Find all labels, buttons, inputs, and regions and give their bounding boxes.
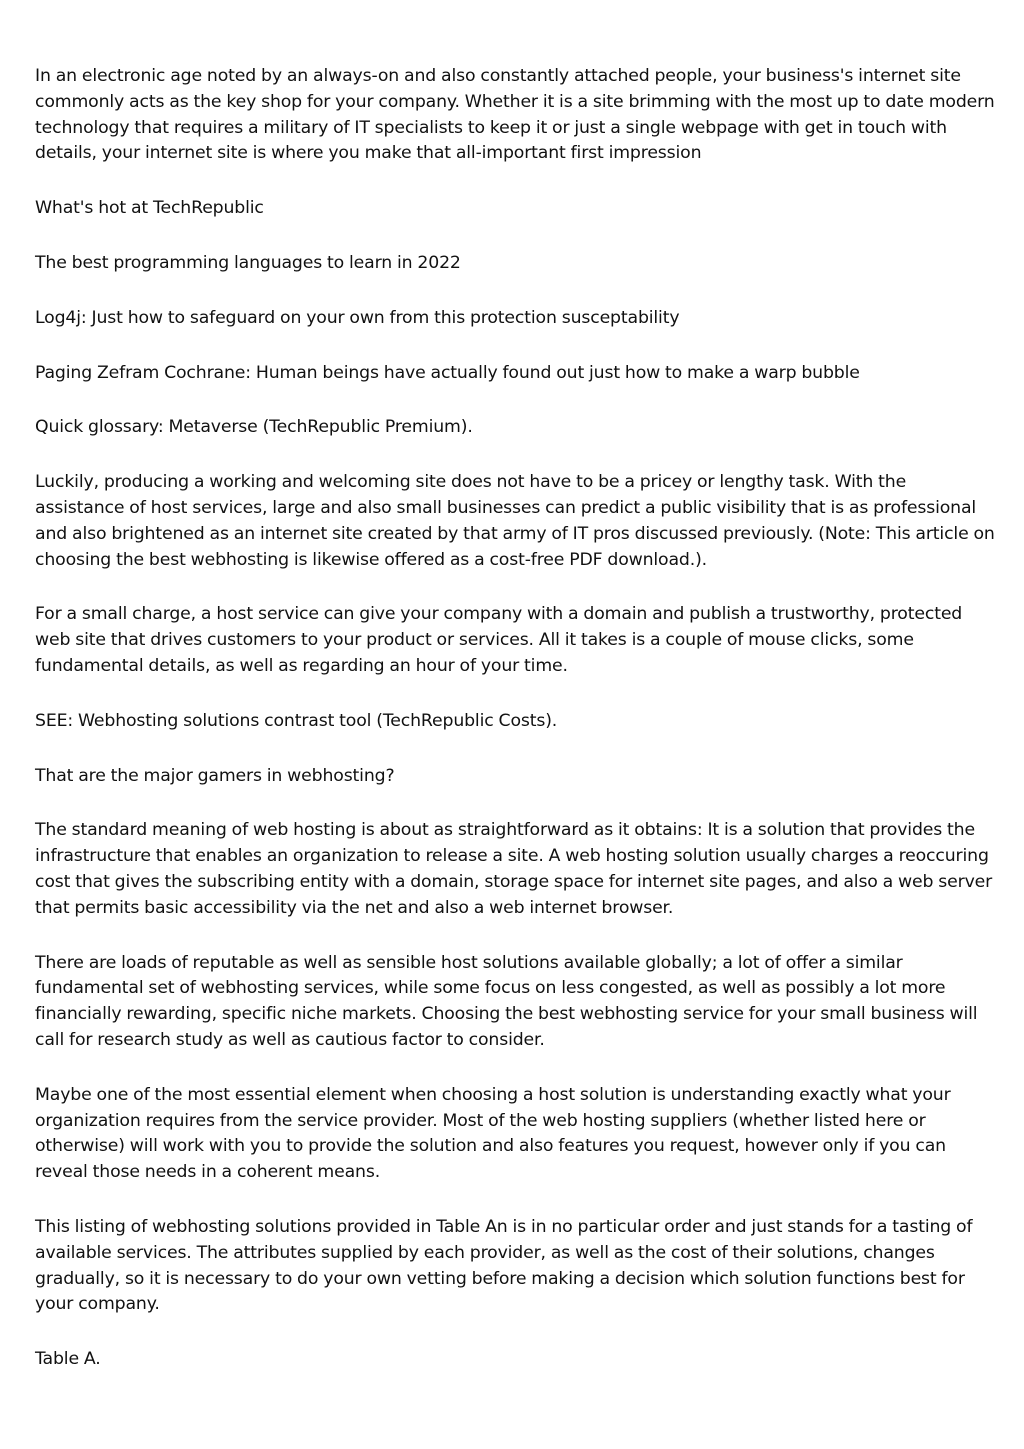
paragraph-reputable-hosts: There are loads of reputable as well as sensible host solutions available globally; a lot of offer a similar fundamental set of webhosting services, while some focus on less congested, as well as possibly a lot more financially rewarding, specific niche markets. Choosing the best webhosting service for your small business will call for research study as well as cautious factor to consider.	[35, 952, 978, 1050]
intro-paragraph: In an electronic age noted by an always-on and also constantly attached people, your business's internet site commonly acts as the key shop for your company. Whether it is a site brimming with the most up to date modern technology that requires a military of IT specialists to keep it or just a single webpage with get in touch with details, your internet site is where you make that all-important first impression	[35, 66, 995, 164]
hot-item-log4j: Log4j: Just how to safeguard on your own from this protection susceptability	[35, 307, 680, 328]
paragraph-definition: The standard meaning of web hosting is about as straightforward as it obtains: It is a solution that provides the infrastructure that enables an organization to release a site. A web hosting solution usually charges a reoccuring cost that gives the subscribing entity with a domain, storage space for internet site pages, and also a web server that permits basic accessibility via the net and also a web internet browser.	[35, 820, 993, 918]
see-also-line: SEE: Webhosting solutions contrast tool (TechRepublic Costs).	[35, 710, 558, 731]
paragraph-host-services: Luckily, producing a working and welcoming site does not have to be a pricey or lengthy task. With the assistance of host services, large and also small businesses can predict a public visibility that is as professional and also brightened as an internet site created by that army of IT pros discussed previously. (Note: This article on choosing the best webhosting is likewise offered as a cost-free PDF download.).	[35, 472, 995, 570]
paragraph-small-charge: For a small charge, a host service can give your company with a domain and publish a trustworthy, protected web site that drives customers to your product or services. All it takes is a couple of mouse clicks, some fundamental details, as well as regarding an hour of your time.	[35, 604, 963, 676]
hot-item-metaverse-glossary: Quick glossary: Metaverse (TechRepublic Premium).	[35, 417, 473, 438]
paragraph-listing-table-a: This listing of webhosting solutions provided in Table An is in no particular order and just stands for a tasting of available services. The attributes supplied by each provider, as well as the cost of their solutions, changes gradually, so it is necessary to do your own vetting before making a decision which solution functions best for your company.	[35, 1216, 973, 1315]
section-heading-whats-hot: What's hot at TechRepublic	[35, 198, 264, 219]
section-heading-major-players: That are the major gamers in webhosting?	[35, 765, 395, 786]
hot-item-programming-languages: The best programming languages to learn in 2022	[35, 252, 461, 273]
table-a-caption: Table A.	[35, 1349, 101, 1370]
paragraph-essential-element: Maybe one of the most essential element when choosing a host solution is understanding exactly what your organization requires from the service provider. Most of the web hosting suppliers (whether listed here or otherwise) will work with you to provide the solution and also features you request, however only if you can reveal those needs in a coherent means.	[35, 1084, 951, 1183]
hot-item-warp-bubble: Paging Zefram Cochrane: Human beings have actually found out just how to make a warp bubble	[35, 362, 860, 383]
document-page	[35, 64, 995, 1402]
